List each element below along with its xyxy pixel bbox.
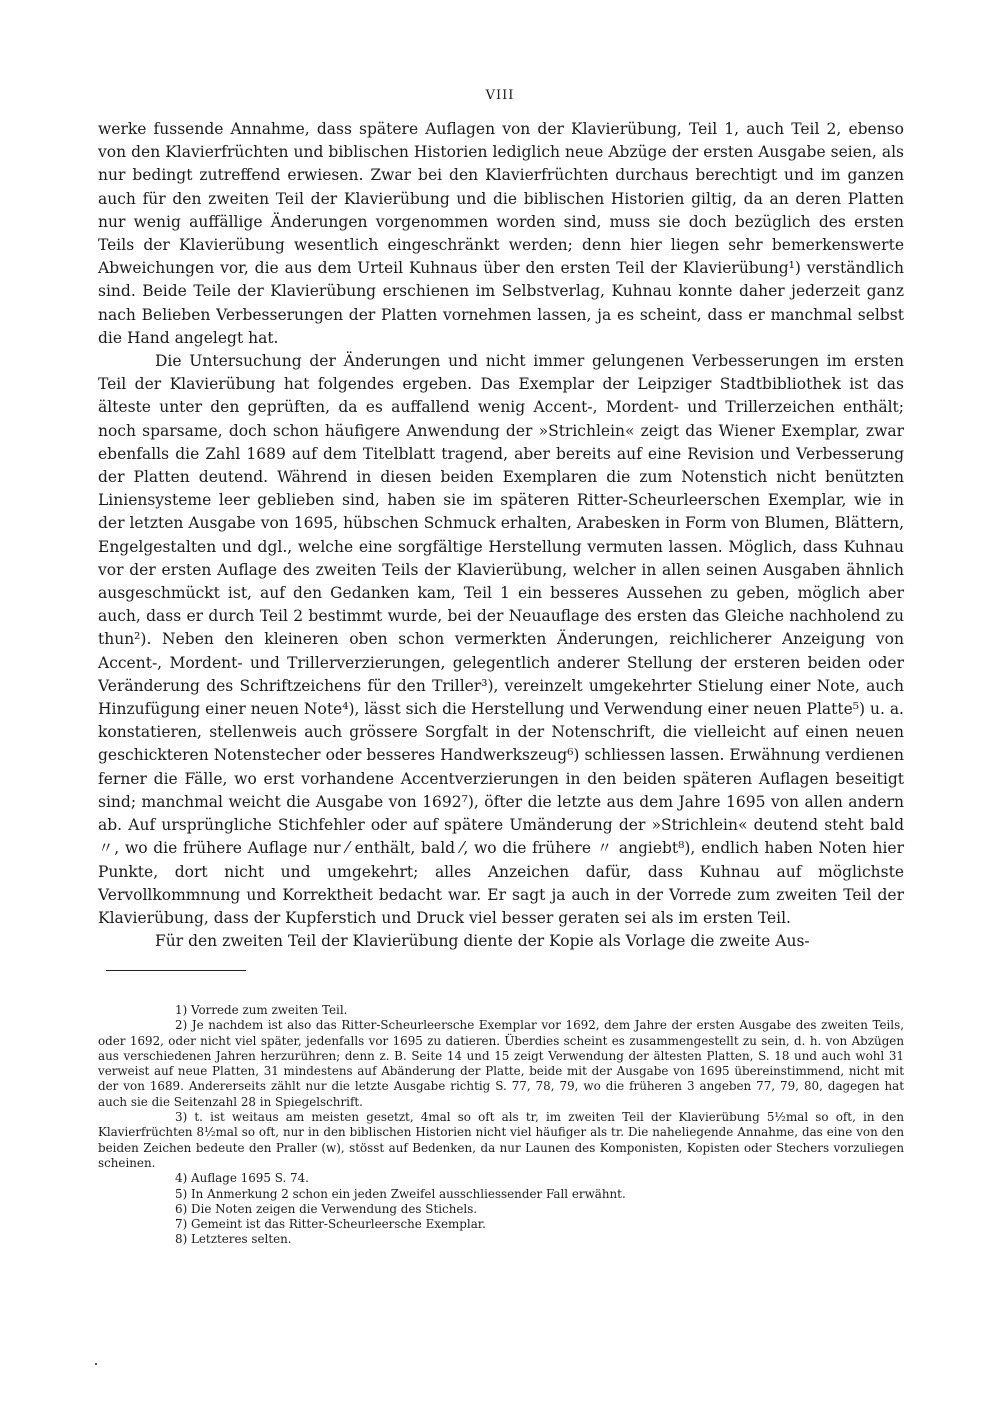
footnotes — [98, 1003, 904, 1248]
footnote-5: 5) In Anmerkung 2 schon ein jeden Zweifel ausschliessender Fall erwähnt. — [175, 1186, 626, 1201]
paragraph-3: Für den zweiten Teil der Klavierübung diente der Kopie als Vorlage die zweite Aus- — [155, 932, 810, 951]
paragraph-1: werke fussende Annahme, dass spätere Auflagen von der Klavierübung, Teil 1, auch Teil 2, ebenso von den Klavierfrüchten und biblischen Historien lediglich neue Abzüge der ersten Ausgabe seien, als nur bedingt zutreffend erwiesen. Zwar bei den Klavierfrüchten durchaus berechtigt und im ganzen auch für den zweiten Teil der Klavierübung und die biblischen Historien giltig, da an deren Platten nur wenig auffällige Änderungen vorgenommen worden sind, muss sie doch bezüglich des ersten Teils der Klavierübung wesentlich eingeschränkt werden; denn hier liegen sehr bemerkenswerte Abweichungen vor, die aus dem Urteil Kuhnaus über den ersten Teil der Klavierübung¹) verständlich sind. Beide Teile der Klavierübung erschienen im Selbstverlag, Kuhnau konnte daher jederzeit ganz nach Belieben Verbesserungen der Platten vornehmen lassen, ja es scheint, dass er manchmal selbst die Hand angelegt hat. — [98, 120, 904, 347]
footnote-3: 3) t. ist weitaus am meisten gesetzt, 4mal so oft als tr, im zweiten Teil der Klavierübung 5½mal so oft, in den Klavierfrüchten 8½mal so oft, nur in den biblischen Historien nicht viel häufiger als tr. Die naheliegende Annahme, das eine von den beiden Zeichen bedeute den Praller (w), stösst auf Bedenken, da nur Launen des Komponisten, Kopisten oder Stechers vorzuliegen scheinen. — [98, 1110, 904, 1170]
page-number: VIII — [485, 88, 515, 103]
footnote-6: 6) Die Noten zeigen die Verwendung des Stichels. — [175, 1201, 478, 1216]
footnote-4: 4) Auflage 1695 S. 74. — [175, 1171, 309, 1186]
footnote-8: 8) Letzteres selten. — [175, 1232, 292, 1247]
footnote-2: 2) Je nachdem ist also das Ritter-Scheurleersche Exemplar vor 1692, dem Jahre der ersten Ausgabe des zweiten Teils, oder 1692, oder nicht viel später, jedenfalls vor 1695 zu datieren. Überdies scheint es zusammengestellt zu sein, d. h. von Abzügen aus verschiedenen Jahren herzurühren; denn z. B. Seite 14 und 15 zeigt Verwendung der ältesten Platten, S. 18 und auch wohl 31 verweist auf neue Platten, 31 mindestens auf Abänderung der Platte, beide mit der Ausgabe von 1695 übereinstimmend, nicht mit der von 1689. Andererseits zählt nur die letzte Ausgabe richtig S. 77, 78, 79, wo die früheren 3 angeben 77, 79, 80, dagegen hat auch sie die Seitenzahl 28 in Spiegelschrift. — [98, 1018, 904, 1109]
scan-speck — [95, 1363, 97, 1365]
paragraph-2: Die Untersuchung der Änderungen und nicht immer gelungenen Verbesserungen im ersten Teil der Klavierübung hat folgendes ergeben. Das Exemplar der Leipziger Stadtbibliothek ist das älteste unter den geprüften, da es auffallend wenig Accent-, Mordent- und Trillerzeichen enthält; noch sparsame, doch schon häufigere Anwendung der »Strichlein« zeigt das Wiener Exemplar, zwar ebenfalls die Zahl 1689 auf dem Titelblatt tragend, aber bereits auf eine Revision und Verbesserung der Platten deutend. Während in diesen beiden Exemplaren die zum Notenstich nicht benützten Liniensysteme leer geblieben sind, haben sie im späteren Ritter-Scheurleerschen Exemplar, wie in der letzten Ausgabe von 1695, hübschen Schmuck erhalten, Arabesken in Form von Blumen, Blättern, Engelgestalten und dgl., welche eine sorgfältige Herstellung vermuten lassen. Möglich, dass Kuhnau vor der ersten Auflage des zweiten Teils der Klavierübung, welcher in allen seinen Ausgaben ähnlich ausgeschmückt ist, auf den Gedanken kam, Teil 1 ein besseres Aussehen zu geben, möglich aber auch, dass er durch Teil 2 bestimmt wurde, bei der Neuauflage des ersten das Gleiche nachholend zu thun²). Neben den kleineren oben schon vermerkten Änderungen, reichlicherer Anzeigung von Accent-, Mordent- und Trillerverzierungen, gelegentlich anderer Stellung der ersteren beiden oder Veränderung des Schriftzeichens für den Triller³), vereinzelt umgekehrter Stielung einer Note, auch Hinzufügung einer neuen Note⁴), lässt sich die Herstellung und Verwendung einer neuen Platte⁵) u. a. konstatieren, stellenweis auch grössere Sorgfalt in der Notenschrift, die vielleicht auf einen neuen geschickteren Notenstecher oder besseres Handwerkszeug⁶) schliessen lassen. Erwähnung verdienen ferner die Fälle, wo erst vorhandene Accentverzierungen in den beiden späteren Auflagen beseitigt sind; manchmal weicht die Ausgabe von 1692⁷), öfter die letzte aus dem Jahre 1695 von allen andern ab. Auf ursprüngliche Stichfehler oder auf spätere Umänderung der »Strichlein« deutend steht bald 〃, wo die frühere Auflage nur ⁄ enthält, bald ⁄, wo die frühere 〃 angiebt⁸), endlich haben Noten hier Punkte, dort nicht und umgekehrt; alles Anzeichen dafür, dass Kuhnau auf möglichste Vervollkommnung und Korrektheit bedacht war. Er sagt ja auch in der Vorrede zum zweiten Teil der Klavierübung, dass der Kupferstich und Druck viel besser geraten sei als im ersten Teil. — [98, 352, 904, 927]
footnote-7: 7) Gemeint ist das Ritter-Scheurleersche Exemplar. — [175, 1217, 486, 1232]
main-text — [98, 118, 904, 953]
footnote-1: 1) Vorrede zum zweiten Teil. — [175, 1003, 348, 1017]
footnote-divider — [106, 970, 246, 971]
